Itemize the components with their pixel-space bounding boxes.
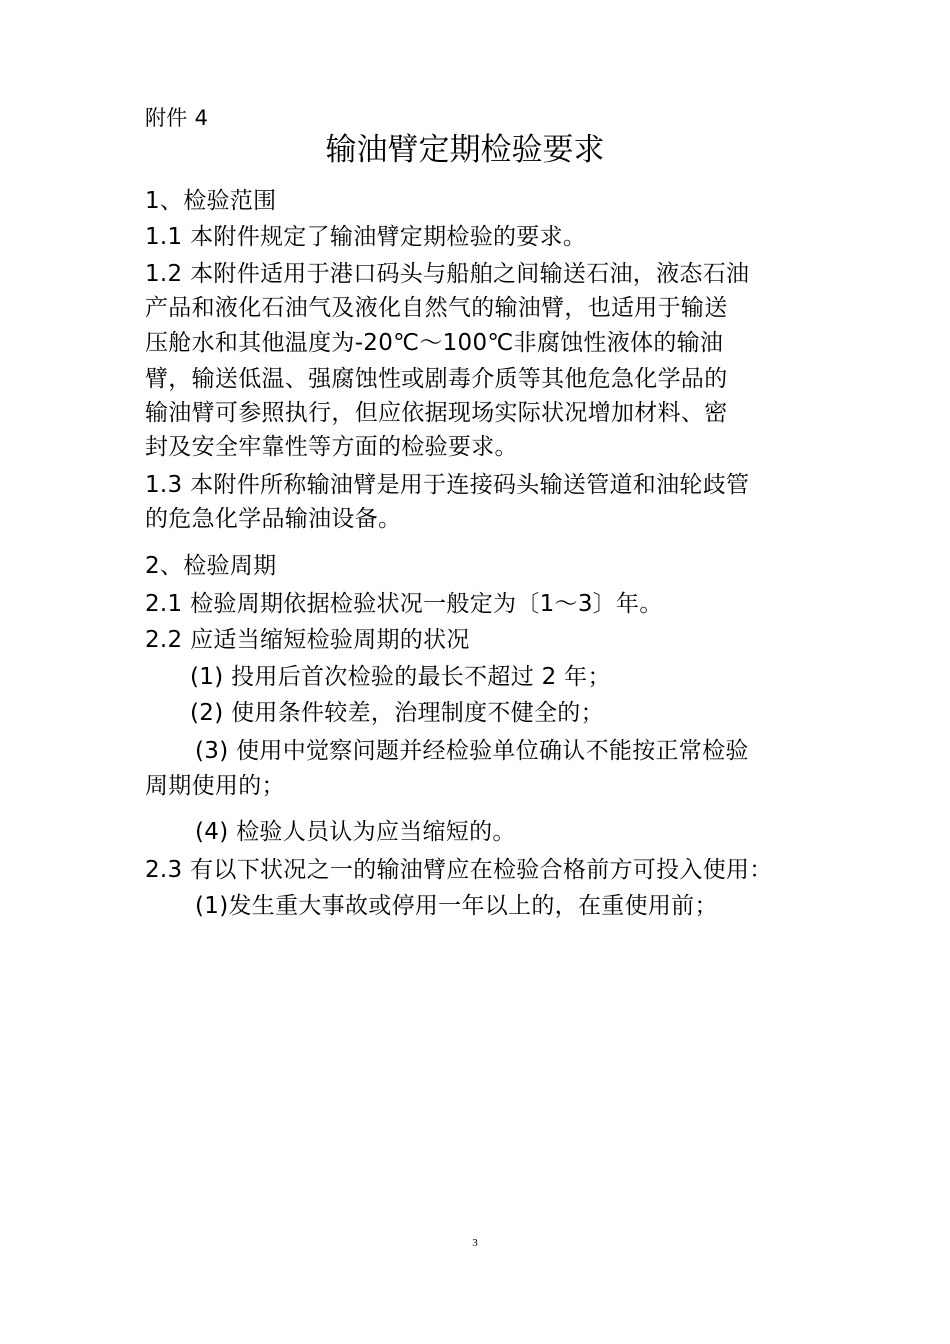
paragraph-line: 2.1 检验周期依据检验状况一般定为〔1～3〕年。 [145,591,663,617]
paragraph-line: 压舱水和其他温度为-20℃～100℃非腐蚀性液体的输油 [145,330,724,356]
page-number: 3 [472,1237,478,1249]
paragraph-line: 输油臂可参照执行，但应依据现场实际状况增加材料、密 [145,400,728,426]
paragraph-line: 2.3 有以下状况之一的输油臂应在检验合格前方可投入使用： [145,857,773,883]
section-heading-inspection-period: 2、检验周期 [145,553,277,579]
paragraph-line: 的危急化学品输油设备。 [145,506,402,532]
paragraph-line: 1.3 本附件所称输油臂是用于连接码头输送管道和油轮歧管 [145,472,750,498]
paragraph-line: 封及安全牢靠性等方面的检验要求。 [145,434,518,460]
list-item: (1) 投用后首次检验的最长不超过 2 年； [190,664,611,690]
paragraph-line: 2.2 应适当缩短检验周期的状况 [145,627,470,653]
paragraph-line: 1.2 本附件适用于港口码头与船舶之间输送石油，液态石油 [145,261,750,287]
section-heading-inspection-scope: 1、检验范围 [145,188,277,214]
attachment-label: 附件 4 [145,106,209,130]
list-item: (3) 使用中觉察问题并经检验单位确认不能按正常检验 [195,738,749,764]
paragraph-line: 1.1 本附件规定了输油臂定期检验的要求。 [145,224,587,250]
page-title: 输油臂定期检验要求 [325,132,605,168]
list-item: (4) 检验人员认为应当缩短的。 [195,819,516,845]
paragraph-line: 产品和液化石油气及液化自然气的输油臂，也适用于输送 [145,295,728,321]
list-item: (1)发生重大事故或停用一年以上的，在重使用前； [195,893,718,919]
paragraph-line: 臂，输送低温、强腐蚀性或剧毒介质等其他危急化学品的 [145,366,728,392]
list-item: (2) 使用条件较差，治理制度不健全的； [190,700,604,726]
list-item-continuation: 周期使用的； [145,773,285,799]
